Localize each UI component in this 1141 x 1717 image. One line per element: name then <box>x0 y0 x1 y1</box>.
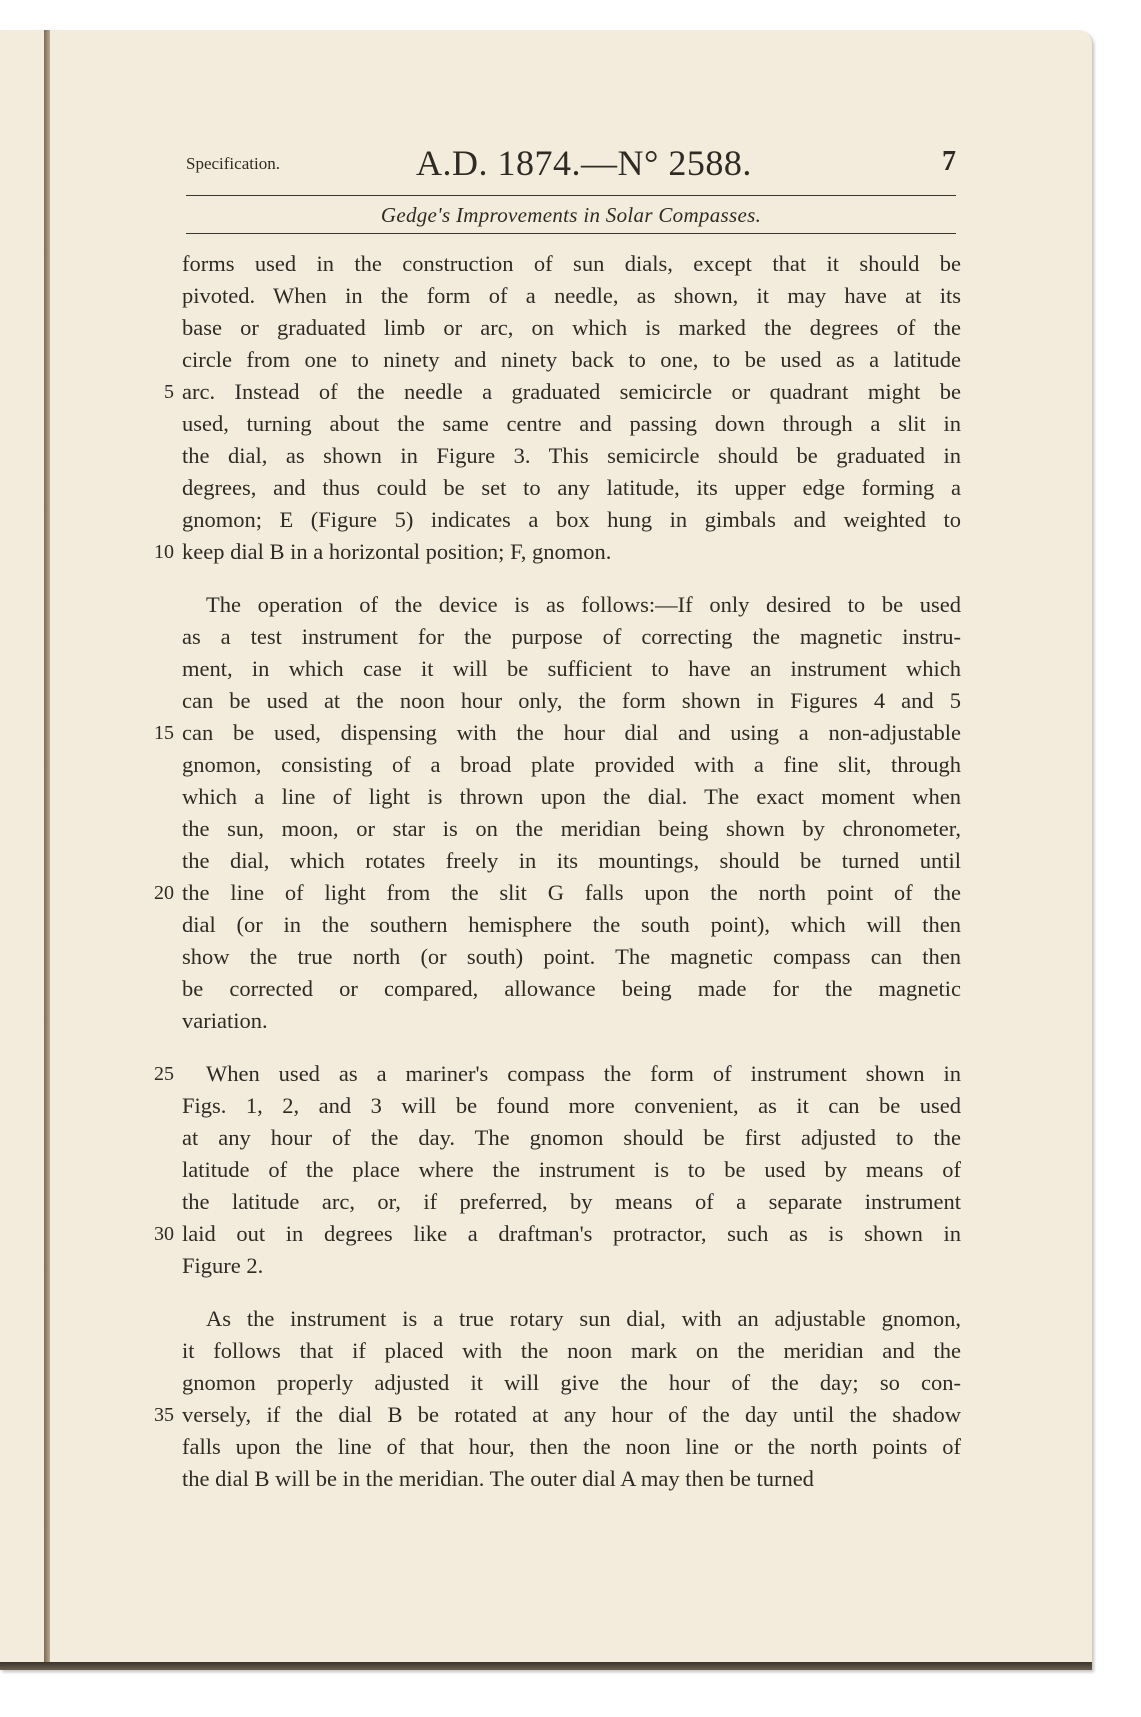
text-line: gnomon properly adjusted it will give the hour of the day; so con- <box>182 1370 961 1395</box>
text-line: The operation of the device is as follows:—If only desired to be used <box>206 592 961 617</box>
patent-title: A.D. 1874.—N° 2588. <box>416 143 752 183</box>
text-line: it follows that if placed with the noon mark on the meridian and the <box>182 1338 961 1363</box>
text-line: As the instrument is a true rotary sun dial, with an adjustable gnomon, <box>206 1306 961 1331</box>
text-line: Figs. 1, 2, and 3 will be found more convenient, as it can be used <box>182 1093 961 1118</box>
text-line: at any hour of the day. The gnomon should be first adjusted to the <box>182 1125 961 1150</box>
text-line: degrees, and thus could be set to any latitude, its upper edge forming a <box>182 475 961 500</box>
paragraph-gap <box>182 568 961 589</box>
text-line: the dial B will be in the meridian. The outer dial A may then be turned <box>182 1466 814 1491</box>
line-number: 20 <box>154 882 174 904</box>
text-line: the dial, which rotates freely in its mountings, should be turned until <box>182 848 961 873</box>
paragraph-gap <box>182 1037 961 1058</box>
line-number: 35 <box>154 1404 174 1426</box>
line-number: 30 <box>154 1223 174 1245</box>
text-line: circle from one to ninety and ninety back to one, to be used as a latitude <box>182 347 961 372</box>
text-line: Figure 2. <box>182 1253 264 1278</box>
text-line: can be used, dispensing with the hour dial and using a non-adjustable <box>182 720 961 745</box>
text-line: forms used in the construction of sun dials, except that it should be <box>182 251 961 276</box>
page-number: 7 <box>942 146 956 177</box>
line-number: 5 <box>164 381 174 403</box>
line-number: 25 <box>154 1063 174 1085</box>
text-line: dial (or in the southern hemisphere the south point), which will then <box>182 912 961 937</box>
text-line: gnomon, consisting of a broad plate provided with a fine slit, through <box>182 752 961 777</box>
text-line: arc. Instead of the needle a graduated semicircle or quadrant might be <box>182 379 961 404</box>
text-line: gnomon; E (Figure 5) indicates a box hung in gimbals and weighted to <box>182 507 961 532</box>
text-line: the sun, moon, or star is on the meridian being shown by chronometer, <box>182 816 961 841</box>
text-line: as a test instrument for the purpose of correcting the magnetic instru- <box>182 624 961 649</box>
section-label: Specification. <box>186 154 280 173</box>
page-bottom-edge <box>0 1662 1092 1670</box>
text-line: falls upon the line of that hour, then the noon line or the north points of <box>182 1434 961 1459</box>
header-rule-top <box>186 195 956 196</box>
text-line: ment, in which case it will be sufficient to have an instrument which <box>182 656 961 681</box>
running-subtitle: Gedge's Improvements in Solar Compasses. <box>380 203 762 227</box>
page-header <box>186 142 956 192</box>
text-line: can be used at the noon hour only, the form shown in Figures 4 and 5 <box>182 688 961 713</box>
text-line: be corrected or compared, allowance being made for the magnetic <box>182 976 961 1001</box>
text-line: latitude of the place where the instrument is to be used by means of <box>182 1157 961 1182</box>
binding-edge <box>44 30 50 1670</box>
line-number: 15 <box>154 722 174 744</box>
text-line: When used as a mariner's compass the form of instrument shown in <box>206 1061 961 1086</box>
body-text <box>182 248 961 1495</box>
header-rule-bottom <box>186 233 956 234</box>
text-line: keep dial B in a horizontal position; F, gnomon. <box>182 539 612 564</box>
paragraph <box>182 248 961 568</box>
text-line: the dial, as shown in Figure 3. This semicircle should be graduated in <box>182 443 961 468</box>
text-line: base or graduated limb or arc, on which is marked the degrees of the <box>182 315 961 340</box>
line-number: 10 <box>154 541 174 563</box>
text-line: versely, if the dial B be rotated at any hour of the day until the shadow <box>182 1402 961 1427</box>
text-line: used, turning about the same centre and passing down through a slit in <box>182 411 961 436</box>
text-line: variation. <box>182 1008 268 1033</box>
text-line: the latitude arc, or, if preferred, by means of a separate instrument <box>182 1189 961 1214</box>
paragraph <box>182 589 961 1037</box>
text-line: the line of light from the slit G falls upon the north point of the <box>182 880 961 905</box>
text-line: which a line of light is thrown upon the dial. The exact moment when <box>182 784 961 809</box>
text-line: laid out in degrees like a draftman's protractor, such as is shown in <box>182 1221 961 1246</box>
paragraph <box>182 1303 961 1495</box>
text-line: pivoted. When in the form of a needle, as shown, it may have at its <box>182 283 961 308</box>
paragraph-gap <box>182 1282 961 1303</box>
paragraph <box>182 1058 961 1282</box>
text-line: show the true north (or south) point. The magnetic compass can then <box>182 944 961 969</box>
